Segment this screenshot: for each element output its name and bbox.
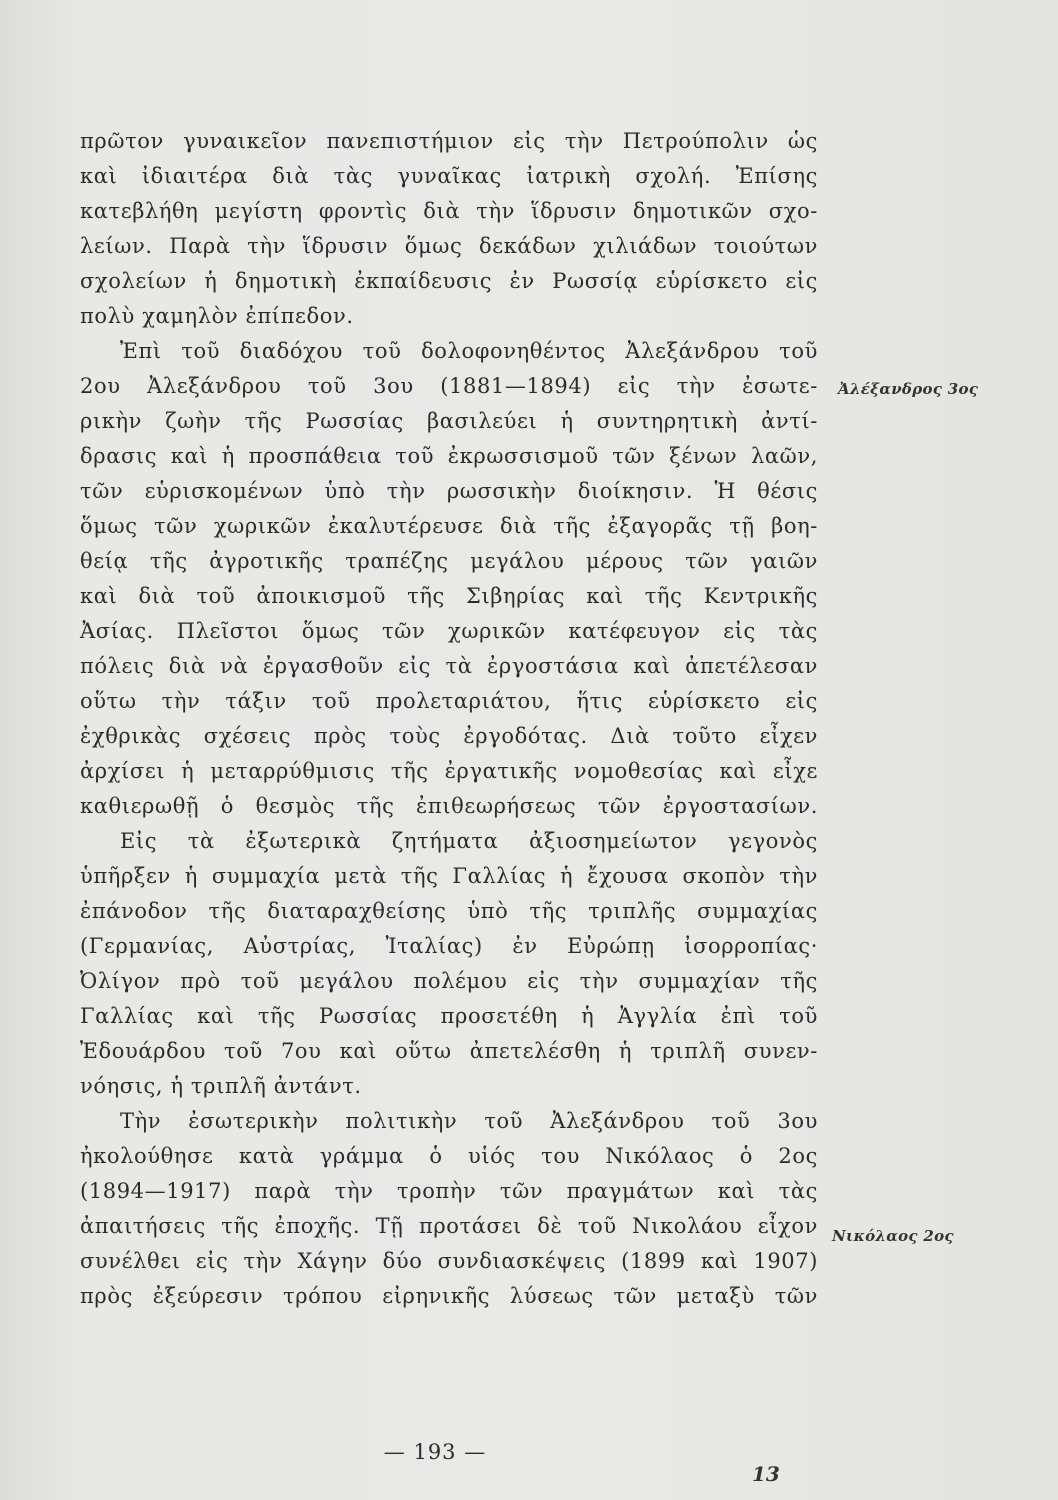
text-line: Ἀσίας. Πλεῖστοι ὅμως τῶν χωρικῶν κατέφευγον εἰς τὰς <box>80 619 818 643</box>
text-line: ἐχθρικὰς σχέσεις πρὸς τοὺς ἐργοδότας. Διὰ τοῦτο εἶχεν <box>80 724 818 748</box>
margin-note-nikolaos: Νικόλαος 2ος <box>832 1227 954 1245</box>
text-line: πρὸς ἐξεύρεσιν τρόπου εἰρηνικῆς λύσεως τῶν μεταξὺ τῶν <box>80 1284 818 1308</box>
text-line: οὕτω τὴν τάξιν τοῦ προλεταριάτου, ἥτις εὑρίσκετο εἰς <box>80 689 818 713</box>
text-line: Εἰς τὰ ἐξωτερικὰ ζητήματα ἀξιοσημείωτον γεγονὸς <box>120 829 818 853</box>
text-line: ἐπάνοδον τῆς διαταραχθείσης ὑπὸ τῆς τριπλῆς συμμαχίας <box>80 899 818 923</box>
text-line: καὶ ἰδιαιτέρα διὰ τὰς γυναῖκας ἰατρικὴ σχολή. Ἐπίσης <box>80 164 818 188</box>
text-line: λείων. Παρὰ τὴν ἵδρυσιν ὅμως δεκάδων χιλιάδων τοιούτων <box>80 234 818 258</box>
text-line: τῶν εὑρισκομένων ὑπὸ τὴν ρωσσικὴν διοίκησιν. Ἡ θέσις <box>80 479 818 503</box>
text-line: πόλεις διὰ νὰ ἐργασθοῦν εἰς τὰ ἐργοστάσια καὶ ἀπετέλεσαν <box>80 654 818 678</box>
text-line: ὅμως τῶν χωρικῶν ἐκαλυτέρευσε διὰ τῆς ἐξαγορᾶς τῇ βοη- <box>80 514 818 538</box>
text-line: Ὀλίγον πρὸ τοῦ μεγάλου πολέμου εἰς τὴν συμμαχίαν τῆς <box>80 969 818 993</box>
text-line: δρασις καὶ ἡ προσπάθεια τοῦ ἐκρωσσισμοῦ τῶν ξένων λαῶν, <box>80 444 818 468</box>
margin-note-alexandros: Ἀλέξανδρος 3ος <box>838 380 979 398</box>
text-line: ρικὴν ζωὴν τῆς Ρωσσίας βασιλεύει ἡ συντηρητικὴ ἀντί- <box>80 409 818 433</box>
text-line: συνέλθει εἰς τὴν Χάγην δύο συνδιασκέψεις (1899 καὶ 1907) <box>80 1249 818 1273</box>
page-number: — 193 — <box>383 1440 487 1464</box>
text-line: 2ου Ἀλεξάνδρου τοῦ 3ου (1881—1894) εἰς τὴν ἐσωτε- <box>80 374 818 398</box>
text-line: ἠκολούθησε κατὰ γράμμα ὁ υἱός του Νικόλαος ὁ 2ος <box>80 1144 818 1168</box>
text-line: πολὺ χαμηλὸν ἐπίπεδον. <box>80 304 354 328</box>
text-line: Ἐπὶ τοῦ διαδόχου τοῦ δολοφονηθέντος Ἀλεξάνδρου τοῦ <box>120 339 818 363</box>
text-line: (1894—1917) παρὰ τὴν τροπὴν τῶν πραγμάτων καὶ τὰς <box>80 1179 818 1203</box>
text-line: καθιερωθῇ ὁ θεσμὸς τῆς ἐπιθεωρήσεως τῶν ἐργοστασίων. <box>80 794 818 818</box>
text-line: νόησις, ἡ τριπλῆ ἀντάντ. <box>80 1074 362 1098</box>
text-line: ὑπῆρξεν ἡ συμμαχία μετὰ τῆς Γαλλίας ἡ ἔχουσα σκοπὸν τὴν <box>80 864 818 888</box>
text-line: πρῶτον γυναικεῖον πανεπιστήμιον εἰς τὴν Πετρούπολιν ὡς <box>80 129 818 153</box>
text-line: (Γερμανίας, Αὐστρίας, Ἰταλίας) ἐν Εὐρώπῃ ἰσορροπίας· <box>80 934 818 958</box>
text-line: Ἐδουάρδου τοῦ 7ου καὶ οὕτω ἀπετελέσθη ἡ τριπλῆ συνεν- <box>80 1039 818 1063</box>
text-line: κατεβλήθη μεγίστη φροντὶς διὰ τὴν ἵδρυσιν δημοτικῶν σχο- <box>80 199 818 223</box>
text-line: Γαλλίας καὶ τῆς Ρωσσίας προσετέθη ἡ Ἀγγλία ἐπὶ τοῦ <box>80 1004 818 1028</box>
text-line: καὶ διὰ τοῦ ἀποικισμοῦ τῆς Σιβηρίας καὶ τῆς Κεντρικῆς <box>80 584 818 608</box>
sheet-number: 13 <box>752 1462 780 1486</box>
text-line: σχολείων ἡ δημοτικὴ ἐκπαίδευσις ἐν Ρωσσίᾳ εὑρίσκετο εἰς <box>80 269 818 293</box>
text-line: Τὴν ἐσωτερικὴν πολιτικὴν τοῦ Ἀλεξάνδρου τοῦ 3ου <box>120 1109 818 1133</box>
text-line: θείᾳ τῆς ἀγροτικῆς τραπέζης μεγάλου μέρους τῶν γαιῶν <box>80 549 818 573</box>
text-line: ἀπαιτήσεις τῆς ἐποχῆς. Τῇ προτάσει δὲ τοῦ Νικολάου εἶχον <box>80 1214 818 1238</box>
text-line: ἀρχίσει ἡ μεταρρύθμισις τῆς ἐργατικῆς νομοθεσίας καὶ εἶχε <box>80 759 818 783</box>
